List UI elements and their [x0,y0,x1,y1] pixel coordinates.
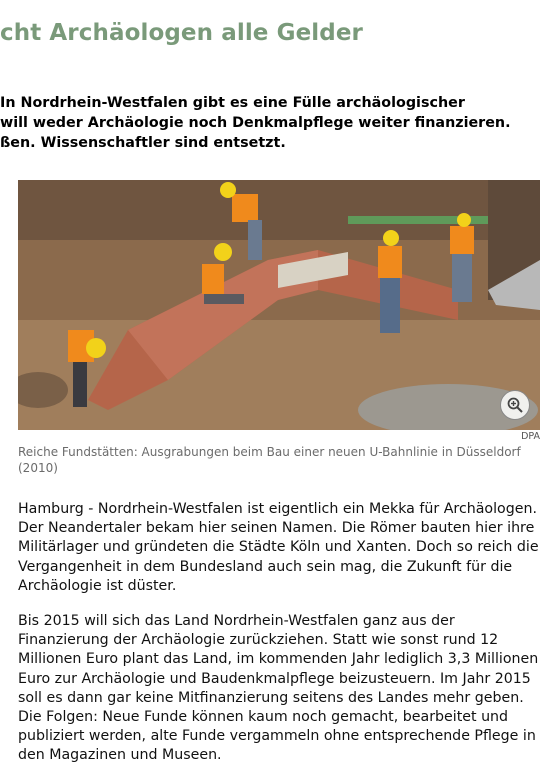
article-teaser [0,93,511,153]
article-paragraph: Hamburg - Nordrhein-Westfalen ist eigentlich ein Mekka für Archäologen. Der Neandertaler bekam hier seinen Namen. Die Römer bauten hier ihre Militärlager und gründeten die Städte Köln und Xanten. Doch so reich die Vergangenheit in dem Bundesland auch sein mag, die Zukunft für die Archäologie ist düster. [18,501,539,594]
excavation-photo[interactable] [18,180,540,430]
teaser-line: ßen. Wissenschaftler sind entsetzt. [0,135,286,151]
worker-figure [450,213,474,302]
image-caption: Reiche Fundstätten: Ausgrabungen beim Bau einer neuen U-Bahnlinie in Düsseldorf (2010) [18,445,521,475]
image-credit: DPA [521,431,540,442]
article-paragraph: Bis 2015 will sich das Land Nordrhein-Westfalen ganz aus der Finanzierung der Archäologie zurückziehen. Statt wie sonst rund 12 Millionen Euro plant das Land, im kommenden Jahr lediglich 3,3 Millionen Euro zur Archäologie und Baudenkmalpflege beizusteuern. Im Jahr 2015 soll es dann gar keine Mitfinanzierung seitens des Landes mehr geben. Die Folgen: Neue Funde können kaum noch gemacht, bearbeitet und publiziert werden, alte Funde vergammeln ohne entsprechende Pflege in den Magazinen und Museen. [18,613,539,764]
teaser-line: In Nordrhein-Westfalen gibt es eine Fülle archäologischer [0,95,465,111]
excavation-photo-illustration [18,180,540,430]
magnifier-plus-icon [506,396,524,414]
article-headline: cht Archäologen alle Gelder [0,20,363,46]
teaser-line: will weder Archäologie noch Denkmalpflege weiter finanzieren. [0,115,511,131]
zoom-button[interactable] [500,390,530,420]
